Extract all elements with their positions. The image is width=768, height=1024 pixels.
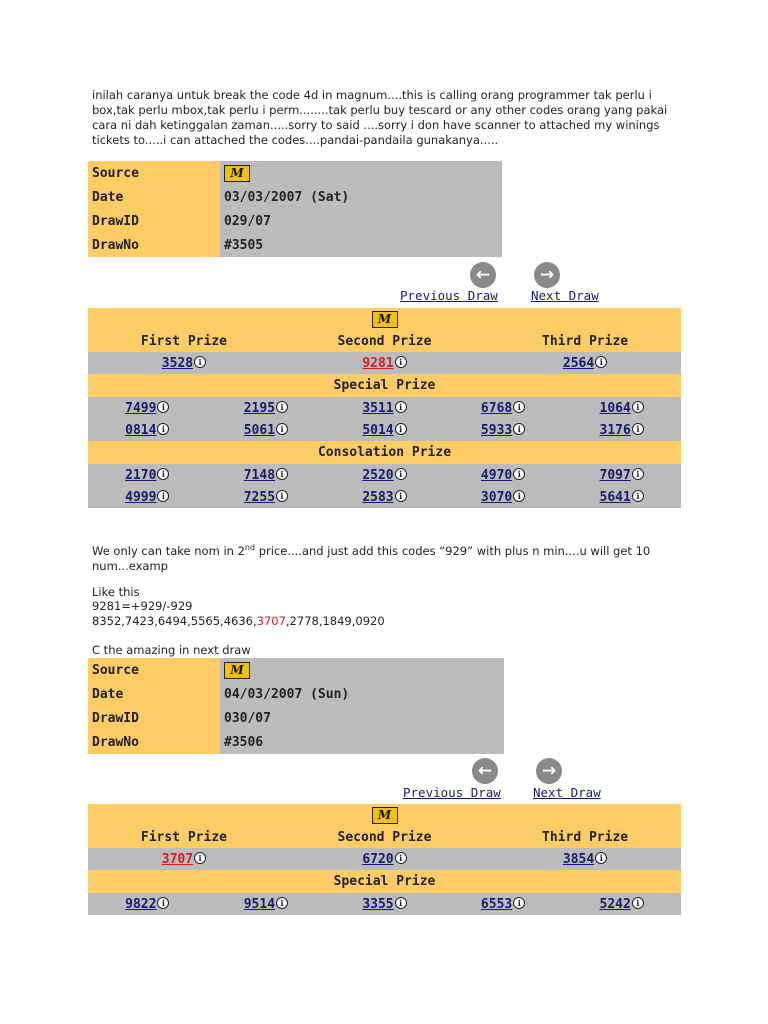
first-prize-label: First Prize xyxy=(88,826,280,848)
special-number[interactable]: 2195 xyxy=(243,400,276,416)
draw-info-table-2 xyxy=(88,658,504,754)
info-icon[interactable]: i xyxy=(513,468,525,480)
info-icon[interactable]: i xyxy=(595,852,607,864)
info-icon[interactable]: i xyxy=(632,490,644,502)
previous-draw-link[interactable]: Previous Draw xyxy=(400,288,498,303)
info-icon[interactable]: i xyxy=(395,423,407,435)
info-icon[interactable]: i xyxy=(395,852,407,864)
consolation-number[interactable]: 2170 xyxy=(125,467,157,483)
special-prize-label: Special Prize xyxy=(88,374,681,397)
draw-no: #3506 xyxy=(220,730,504,754)
drawid-label: DrawID xyxy=(88,209,220,233)
consolation-number[interactable]: 7148 xyxy=(243,467,276,483)
info-icon[interactable]: i xyxy=(157,468,169,480)
consolation-number[interactable]: 3070 xyxy=(480,489,513,505)
next-draw-note: C the amazing in next draw xyxy=(92,643,251,657)
consolation-number[interactable]: 4999 xyxy=(125,489,157,505)
first-prize-number[interactable]: 3707 xyxy=(161,851,194,867)
info-icon[interactable]: i xyxy=(276,897,288,909)
info-icon[interactable]: i xyxy=(157,897,169,909)
info-icon[interactable]: i xyxy=(157,490,169,502)
first-prize-label: First Prize xyxy=(88,330,280,352)
info-icon[interactable]: i xyxy=(632,423,644,435)
drawno-label: DrawNo xyxy=(88,233,220,257)
info-icon[interactable]: i xyxy=(157,423,169,435)
info-icon[interactable]: i xyxy=(395,401,407,413)
consolation-number[interactable]: 5641 xyxy=(599,489,631,505)
third-prize-number[interactable]: 3854 xyxy=(562,851,595,867)
special-number[interactable]: 5014 xyxy=(362,422,394,438)
arrow-right-icon[interactable]: → xyxy=(534,262,560,288)
first-prize-number[interactable]: 3528 xyxy=(161,355,194,371)
third-prize-label: Third Prize xyxy=(489,826,681,848)
special-number[interactable]: 6553 xyxy=(480,896,513,912)
consolation-number[interactable]: 2583 xyxy=(362,489,394,505)
source-label: Source xyxy=(88,161,220,185)
date-label: Date xyxy=(88,682,220,706)
consolation-prize-label: Consolation Prize xyxy=(88,441,681,464)
consolation-number[interactable]: 7097 xyxy=(599,467,631,483)
info-icon[interactable]: i xyxy=(632,897,644,909)
magnum-logo-icon: M xyxy=(224,165,250,182)
third-prize-number[interactable]: 2564 xyxy=(562,355,595,371)
special-number[interactable]: 6768 xyxy=(480,400,513,416)
draw-date: 04/03/2007 (Sun) xyxy=(220,682,504,706)
info-icon[interactable]: i xyxy=(276,423,288,435)
draw-date: 03/03/2007 (Sat) xyxy=(220,185,502,209)
draw-id: 030/07 xyxy=(220,706,504,730)
consolation-number[interactable]: 7255 xyxy=(243,489,276,505)
second-prize-number[interactable]: 6720 xyxy=(362,851,394,867)
info-icon[interactable]: i xyxy=(632,401,644,413)
info-icon[interactable]: i xyxy=(513,401,525,413)
info-icon[interactable]: i xyxy=(194,356,206,368)
info-icon[interactable]: i xyxy=(395,490,407,502)
magnum-logo-icon: M xyxy=(372,311,398,328)
date-label: Date xyxy=(88,185,220,209)
info-icon[interactable]: i xyxy=(513,897,525,909)
arrow-right-icon[interactable]: → xyxy=(536,758,562,784)
info-icon[interactable]: i xyxy=(513,490,525,502)
special-number[interactable]: 9822 xyxy=(125,896,157,912)
magnum-logo-icon: M xyxy=(224,662,250,679)
info-icon[interactable]: i xyxy=(395,897,407,909)
results-table-1 xyxy=(88,308,681,508)
second-prize-label: Second Prize xyxy=(280,330,489,352)
next-draw-link[interactable]: Next Draw xyxy=(531,288,599,303)
special-number[interactable]: 7499 xyxy=(125,400,157,416)
results-table-2 xyxy=(88,804,681,915)
consolation-number[interactable]: 2520 xyxy=(362,467,394,483)
info-icon[interactable]: i xyxy=(276,401,288,413)
info-icon[interactable]: i xyxy=(513,423,525,435)
next-draw-link[interactable]: Next Draw xyxy=(533,785,601,800)
special-number[interactable]: 5242 xyxy=(599,896,631,912)
draw-id: 029/07 xyxy=(220,209,502,233)
source-label: Source xyxy=(88,658,220,682)
info-icon[interactable]: i xyxy=(632,468,644,480)
special-number[interactable]: 5933 xyxy=(480,422,513,438)
info-icon[interactable]: i xyxy=(395,468,407,480)
info-icon[interactable]: i xyxy=(157,401,169,413)
second-prize-number[interactable]: 9281 xyxy=(362,355,394,371)
info-icon[interactable]: i xyxy=(595,356,607,368)
special-number[interactable]: 3176 xyxy=(599,422,631,438)
info-icon[interactable]: i xyxy=(276,490,288,502)
special-number[interactable]: 9514 xyxy=(243,896,276,912)
previous-draw-link[interactable]: Previous Draw xyxy=(403,785,501,800)
explanation-paragraph: We only can take nom in 2nd price....and just add this codes “929” with plus n min....u will get 10 num...examp xyxy=(92,543,651,573)
special-number[interactable]: 3511 xyxy=(362,400,394,416)
like-this-text: Like this xyxy=(92,585,140,599)
draw-no: #3505 xyxy=(220,233,502,257)
special-number[interactable]: 3355 xyxy=(362,896,394,912)
formula-text: 9281=+929/-929 xyxy=(92,599,193,613)
arrow-left-icon[interactable]: ← xyxy=(472,758,498,784)
intro-paragraph: inilah caranya untuk break the code 4d in magnum....this is calling orang programmer tak perlu i box,tak perlu mbox,tak perlu i perm........tak perlu buy tescard or any other codes orang yang pakai cara ni dah ketinggalan zaman.....sorry to said ....sorry i don have scanner to attached my winings tickets to.....i can attached the codes....pandai-pandaila gunakanya..... xyxy=(92,88,668,147)
special-number[interactable]: 1064 xyxy=(599,400,631,416)
special-prize-label: Special Prize xyxy=(88,870,681,893)
number-list: 8352,7423,6494,5565,4636,3707,2778,1849,0920 xyxy=(92,614,385,628)
info-icon[interactable]: i xyxy=(276,468,288,480)
info-icon[interactable]: i xyxy=(194,852,206,864)
special-number[interactable]: 0814 xyxy=(125,422,157,438)
special-number[interactable]: 5061 xyxy=(243,422,276,438)
third-prize-label: Third Prize xyxy=(489,330,681,352)
info-icon[interactable]: i xyxy=(395,356,407,368)
magnum-logo-icon: M xyxy=(372,807,398,824)
drawno-label: DrawNo xyxy=(88,730,220,754)
drawid-label: DrawID xyxy=(88,706,220,730)
draw-info-table-1 xyxy=(88,161,502,257)
consolation-number[interactable]: 4970 xyxy=(480,467,513,483)
arrow-left-icon[interactable]: ← xyxy=(470,262,496,288)
second-prize-label: Second Prize xyxy=(280,826,489,848)
